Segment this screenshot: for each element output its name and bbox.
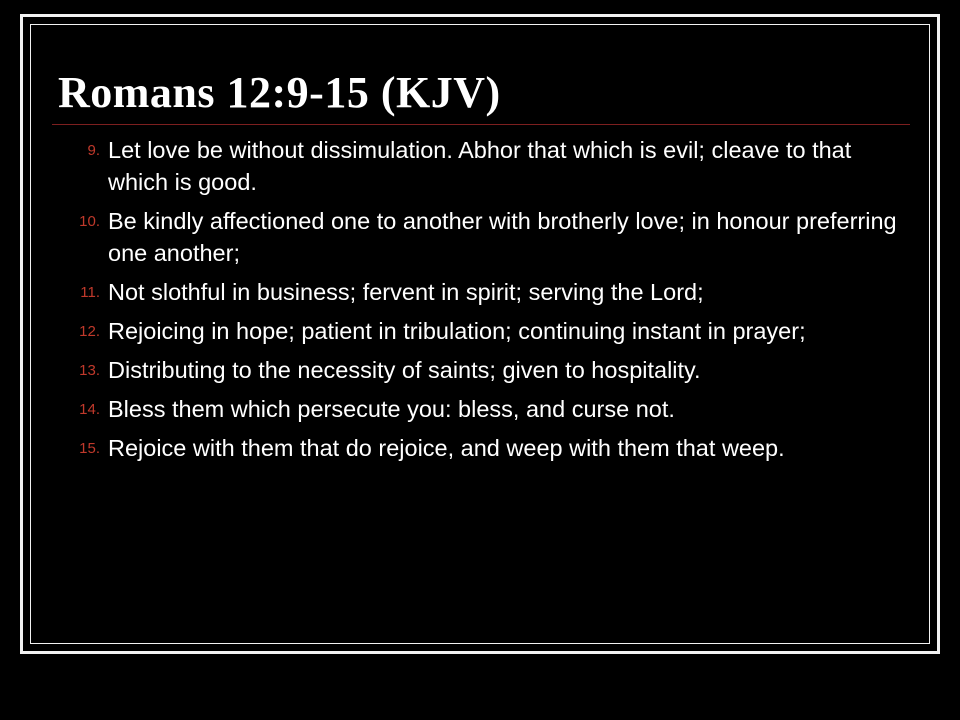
verse-list xyxy=(50,135,912,465)
verse-number: 14. xyxy=(79,400,100,418)
verse-number: 11. xyxy=(80,284,100,301)
list-item xyxy=(56,277,908,309)
verse-number: 13. xyxy=(79,361,100,379)
verse-text: Rejoicing in hope; patient in tribulation; continuing instant in prayer; xyxy=(108,317,806,344)
verse-number: 15. xyxy=(79,439,100,457)
page-title: Romans 12:9-15 (KJV) xyxy=(58,68,501,117)
verse-text: Distributing to the necessity of saints; given to hospitality. xyxy=(108,356,701,383)
verse-text: Let love be without dissimulation. Abhor that which is evil; cleave to that which is good. xyxy=(108,137,852,196)
list-item xyxy=(56,433,908,465)
slide-content xyxy=(50,70,912,630)
list-item xyxy=(56,355,908,387)
verse-number: 12. xyxy=(79,322,100,340)
list-item xyxy=(56,316,908,348)
verse-number: 9. xyxy=(87,142,100,160)
verse-text: Not slothful in business; fervent in spirit; serving the Lord; xyxy=(108,279,704,305)
verse-text: Bless them which persecute you: bless, and curse not. xyxy=(108,395,675,422)
list-item xyxy=(56,135,908,199)
list-item xyxy=(56,206,908,270)
verse-number: 10. xyxy=(79,213,100,231)
title-divider xyxy=(52,124,910,125)
list-item xyxy=(56,394,908,426)
verse-text: Be kindly affectioned one to another with brotherly love; in honour preferring one another; xyxy=(108,208,897,267)
verse-text: Rejoice with them that do rejoice, and weep with them that weep. xyxy=(108,434,785,461)
